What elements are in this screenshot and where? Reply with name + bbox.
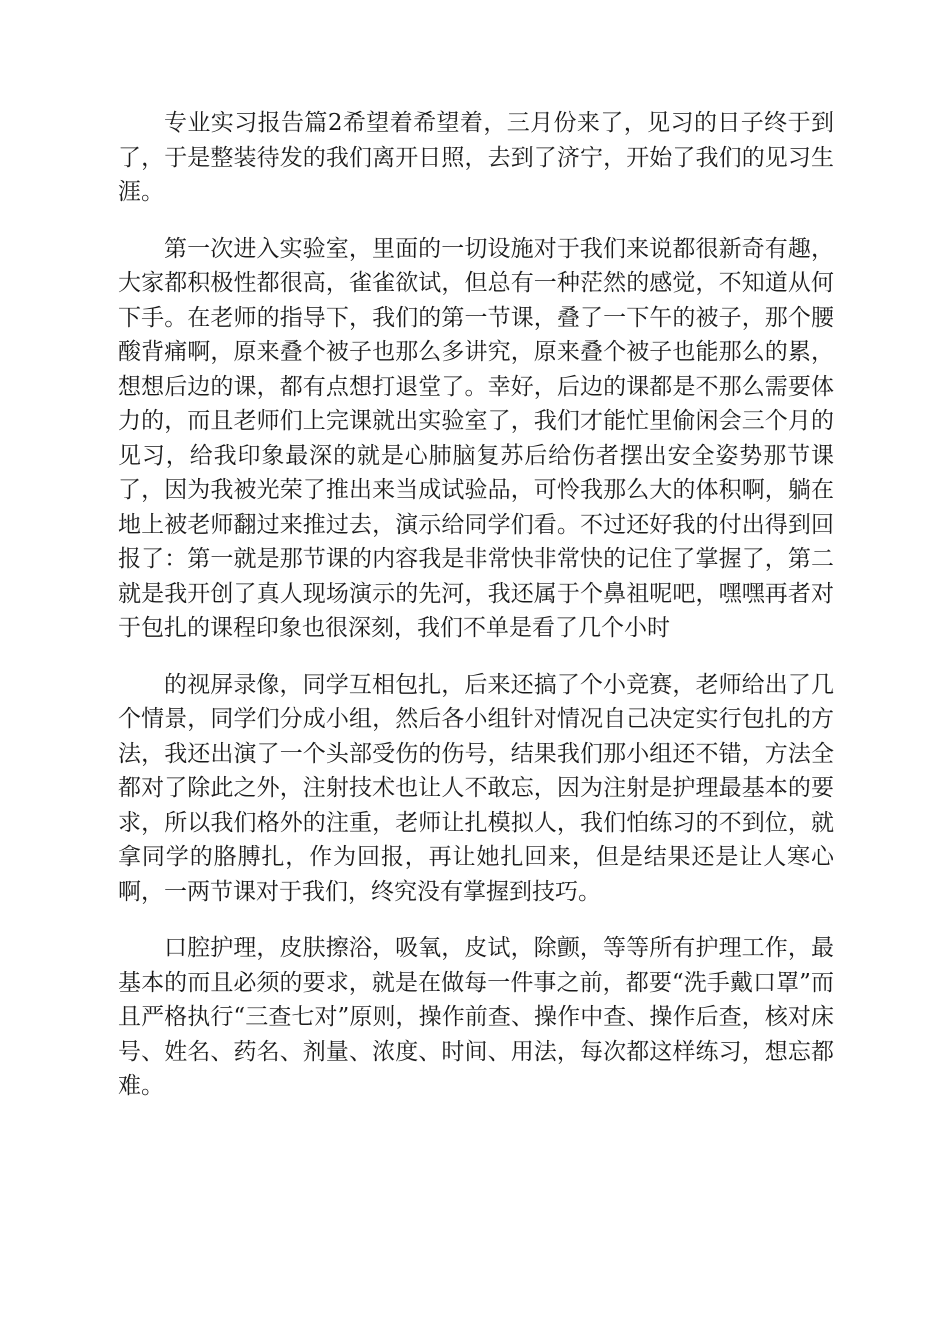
paragraph-gap bbox=[118, 909, 834, 931]
paragraph-3: 的视屏录像，同学互相包扎，后来还搞了个小竞赛，老师给出了几个情景，同学们分成小组，然后各小组针对情况自己决定实行包扎的方法，我还出演了一个头部受伤的伤号，结果我们那小组还不错，方法全都对了除此之外，注射技术也让人不敢忘，因为注射是护理最基本的要求，所以我们格外的注重，老师让扎模拟人，我们怕练习的不到位，就拿同学的胳膊扎，作为回报，再让她扎回来，但是结果还是让人寒心啊，一两节课对于我们，终究没有掌握到技巧。 bbox=[118, 671, 834, 905]
paragraph-gap bbox=[118, 210, 834, 232]
document-body bbox=[118, 106, 834, 1104]
paragraph-2: 第一次进入实验室，里面的一切设施对于我们来说都很新奇有趣，大家都积极性都很高，雀雀欲试，但总有一种茫然的感觉，不知道从何下手。在老师的指导下，我们的第一节课，叠了一下午的被子，那个腰酸背痛啊，原来叠个被子也那么多讲究，原来叠个被子也能那么的累，想想后边的课，都有点想打退堂了。幸好，后边的课都是不那么需要体力的，而且老师们上完课就出实验室了，我们才能忙里偷闲会三个月的见习，给我印象最深的就是心肺脑复苏后给伤者摆出安全姿势那节课了，因为我被光荣了推出来当成试验品，可怜我那么大的体积啊，躺在地上被老师翻过来推过去，演示给同学们看。不过还好我的付出得到回报了：第一就是那节课的内容我是非常快非常快的记住了掌握了，第二就是我开创了真人现场演示的先河，我还属于个鼻祖呢吧，嘿嘿再者对于包扎的课程印象也很深刻，我们不单是看了几个小时 bbox=[118, 235, 834, 641]
paragraph-4: 口腔护理，皮肤擦浴，吸氧，皮试，除颤，等等所有护理工作，最基本的而且必须的要求，就是在做每一件事之前，都要“洗手戴口罩”而且严格执行“三查七对”原则，操作前查、操作中查、操作后查，核对床号、姓名、药名、剂量、浓度、时间、用法，每次都这样练习，想忘都难。 bbox=[118, 935, 834, 1099]
paragraph-gap bbox=[118, 646, 834, 668]
paragraph-1: 专业实习报告篇2希望着希望着，三月份来了，见习的日子终于到了，于是整装待发的我们离开日照，去到了济宁，开始了我们的见习生涯。 bbox=[118, 110, 834, 205]
